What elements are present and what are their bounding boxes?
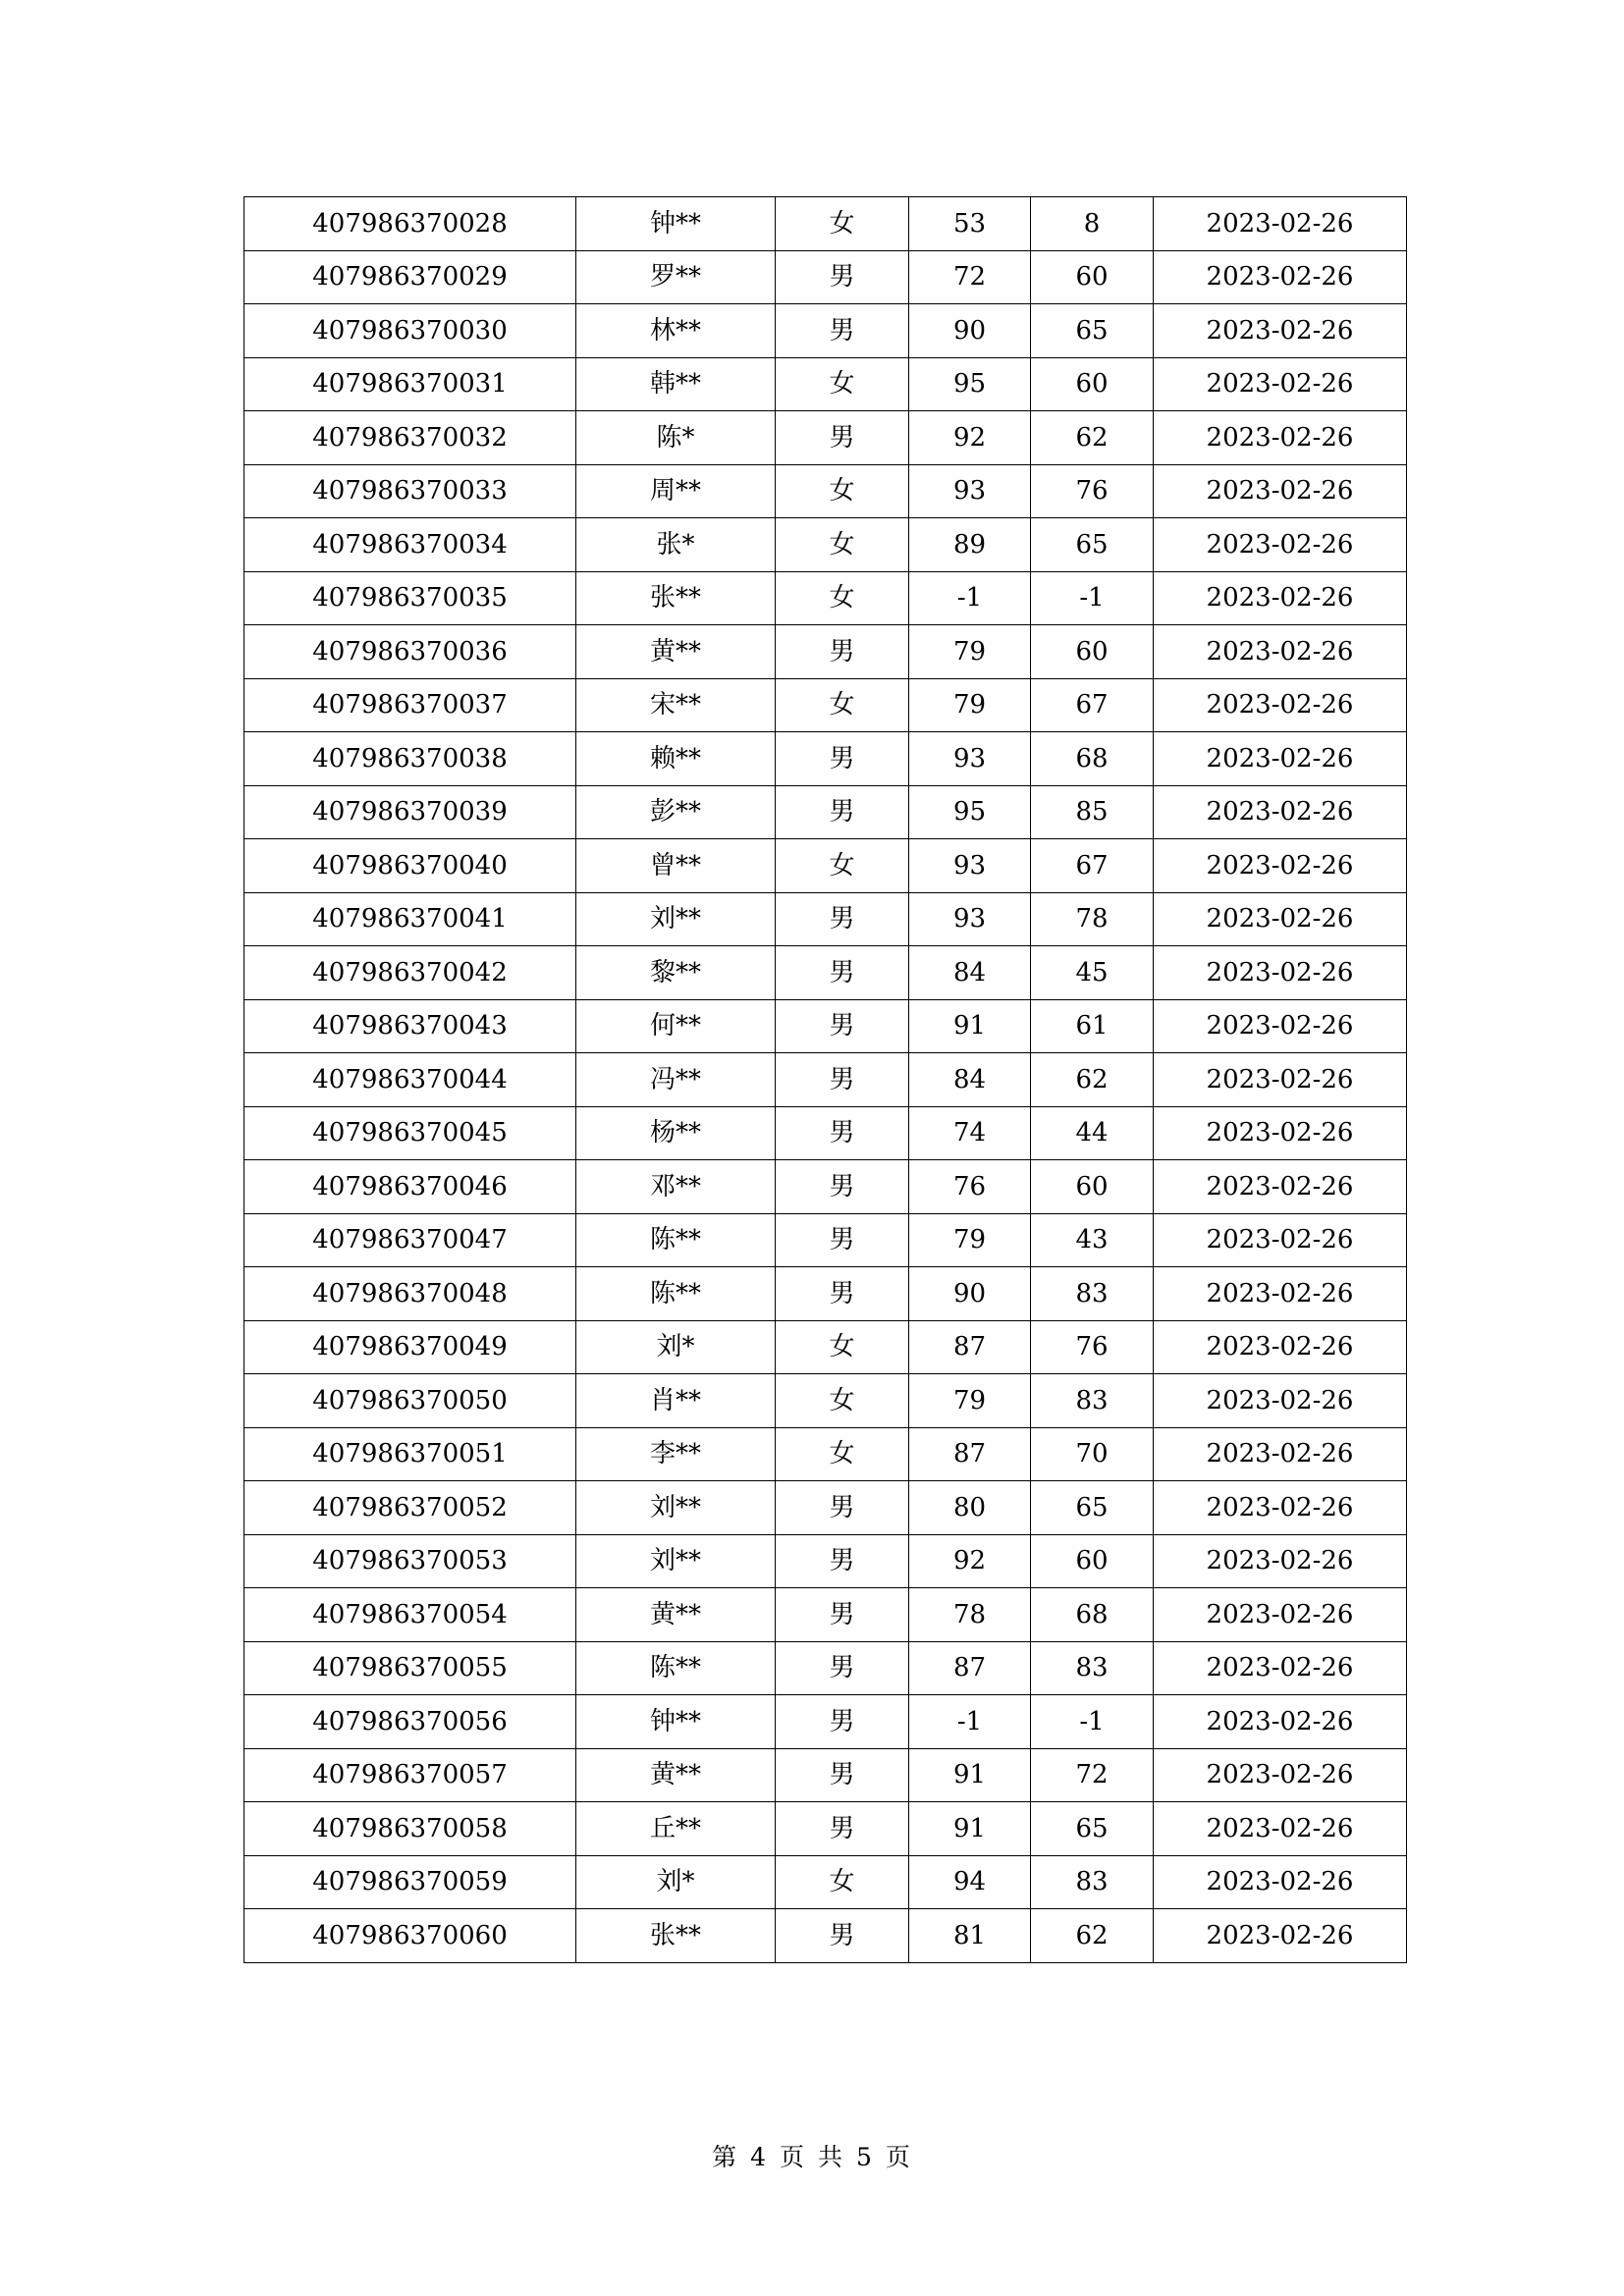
date-cell: 2023-02-26 [1154,571,1407,625]
date-cell: 2023-02-26 [1154,1267,1407,1321]
score-2-cell: 72 [1031,1748,1154,1802]
name-cell: 林** [576,304,776,358]
name-cell: 黄** [576,625,776,679]
score-1-cell: 80 [909,1481,1031,1535]
date-cell: 2023-02-26 [1154,304,1407,358]
exam-id-cell: 407986370032 [244,411,576,465]
table-row [244,625,1407,679]
score-2-cell: 60 [1031,1160,1154,1214]
gender-cell: 男 [776,1106,909,1160]
score-1-cell: 76 [909,1160,1031,1214]
exam-id-cell: 407986370038 [244,732,576,786]
date-cell: 2023-02-26 [1154,1695,1407,1749]
date-cell: 2023-02-26 [1154,1427,1407,1481]
gender-cell: 男 [776,732,909,786]
date-cell: 2023-02-26 [1154,625,1407,679]
score-2-cell: 76 [1031,1320,1154,1374]
name-cell: 刘** [576,1481,776,1535]
table-row [244,411,1407,465]
table-row [244,1374,1407,1428]
table-row [244,197,1407,251]
gender-cell: 男 [776,892,909,946]
table-row [244,999,1407,1053]
date-cell: 2023-02-26 [1154,1855,1407,1909]
name-cell: 冯** [576,1053,776,1107]
date-cell: 2023-02-26 [1154,946,1407,1000]
score-1-cell: 79 [909,1374,1031,1428]
exam-id-cell: 407986370035 [244,571,576,625]
score-2-cell: 65 [1031,304,1154,358]
name-cell: 赖** [576,732,776,786]
name-cell: 李** [576,1427,776,1481]
gender-cell: 男 [776,1588,909,1642]
score-1-cell: 93 [909,839,1031,893]
table-row [244,1320,1407,1374]
score-2-cell: 83 [1031,1374,1154,1428]
name-cell: 钟** [576,1695,776,1749]
gender-cell: 女 [776,1374,909,1428]
gender-cell: 女 [776,1855,909,1909]
name-cell: 刘** [576,1534,776,1588]
score-2-cell: 65 [1031,1802,1154,1856]
score-2-cell: -1 [1031,1695,1154,1749]
table-row [244,1855,1407,1909]
exam-id-cell: 407986370044 [244,1053,576,1107]
gender-cell: 男 [776,1481,909,1535]
gender-cell: 女 [776,197,909,251]
name-cell: 肖** [576,1374,776,1428]
score-1-cell: 90 [909,304,1031,358]
gender-cell: 男 [776,1802,909,1856]
gender-cell: 女 [776,464,909,518]
gender-cell: 男 [776,1909,909,1963]
name-cell: 黄** [576,1588,776,1642]
exam-id-cell: 407986370031 [244,357,576,411]
score-2-cell: 60 [1031,1534,1154,1588]
score-2-cell: 68 [1031,1588,1154,1642]
table-row [244,250,1407,304]
score-2-cell: 83 [1031,1855,1154,1909]
table-row [244,1267,1407,1321]
exam-id-cell: 407986370048 [244,1267,576,1321]
date-cell: 2023-02-26 [1154,1534,1407,1588]
name-cell: 黎** [576,946,776,1000]
score-1-cell: 89 [909,518,1031,572]
exam-id-cell: 407986370039 [244,785,576,839]
date-cell: 2023-02-26 [1154,892,1407,946]
name-cell: 曾** [576,839,776,893]
gender-cell: 女 [776,678,909,732]
table-row [244,1909,1407,1963]
score-2-cell: 62 [1031,1909,1154,1963]
table-row [244,1213,1407,1267]
table-row [244,1588,1407,1642]
table-row [244,1481,1407,1535]
gender-cell: 男 [776,411,909,465]
date-cell: 2023-02-26 [1154,250,1407,304]
exam-id-cell: 407986370059 [244,1855,576,1909]
footer-suffix: 页 [885,2143,912,2171]
score-2-cell: 60 [1031,625,1154,679]
score-1-cell: -1 [909,1695,1031,1749]
score-2-cell: 67 [1031,839,1154,893]
score-1-cell: 92 [909,1534,1031,1588]
score-2-cell: 76 [1031,464,1154,518]
table-row [244,304,1407,358]
exam-id-cell: 407986370034 [244,518,576,572]
name-cell: 罗** [576,250,776,304]
exam-id-cell: 407986370054 [244,1588,576,1642]
table-row [244,839,1407,893]
table-row [244,1641,1407,1695]
date-cell: 2023-02-26 [1154,1588,1407,1642]
table-row [244,946,1407,1000]
footer-page-word: 页 [779,2143,806,2171]
name-cell: 刘* [576,1855,776,1909]
date-cell: 2023-02-26 [1154,1641,1407,1695]
date-cell: 2023-02-26 [1154,1748,1407,1802]
gender-cell: 男 [776,1534,909,1588]
score-1-cell: 74 [909,1106,1031,1160]
page-footer [0,2138,1624,2173]
table-row [244,892,1407,946]
name-cell: 张** [576,1909,776,1963]
date-cell: 2023-02-26 [1154,785,1407,839]
table-row [244,1748,1407,1802]
score-1-cell: 94 [909,1855,1031,1909]
table-row [244,785,1407,839]
score-1-cell: 87 [909,1641,1031,1695]
score-1-cell: 93 [909,892,1031,946]
exam-id-cell: 407986370033 [244,464,576,518]
name-cell: 韩** [576,357,776,411]
gender-cell: 女 [776,839,909,893]
date-cell: 2023-02-26 [1154,464,1407,518]
date-cell: 2023-02-26 [1154,411,1407,465]
score-1-cell: 95 [909,785,1031,839]
exam-id-cell: 407986370047 [244,1213,576,1267]
date-cell: 2023-02-26 [1154,999,1407,1053]
name-cell: 陈** [576,1641,776,1695]
records-table-body [244,197,1407,1963]
date-cell: 2023-02-26 [1154,357,1407,411]
gender-cell: 男 [776,625,909,679]
exam-id-cell: 407986370057 [244,1748,576,1802]
date-cell: 2023-02-26 [1154,1802,1407,1856]
table-row [244,464,1407,518]
exam-id-cell: 407986370053 [244,1534,576,1588]
name-cell: 杨** [576,1106,776,1160]
date-cell: 2023-02-26 [1154,1374,1407,1428]
name-cell: 丘** [576,1802,776,1856]
exam-id-cell: 407986370029 [244,250,576,304]
score-2-cell: 67 [1031,678,1154,732]
score-1-cell: 79 [909,625,1031,679]
gender-cell: 男 [776,1160,909,1214]
gender-cell: 男 [776,1267,909,1321]
score-1-cell: 90 [909,1267,1031,1321]
score-1-cell: 87 [909,1320,1031,1374]
date-cell: 2023-02-26 [1154,1320,1407,1374]
gender-cell: 男 [776,1695,909,1749]
score-2-cell: 62 [1031,411,1154,465]
score-1-cell: 79 [909,678,1031,732]
score-2-cell: 44 [1031,1106,1154,1160]
gender-cell: 男 [776,1053,909,1107]
gender-cell: 男 [776,1641,909,1695]
name-cell: 陈* [576,411,776,465]
score-1-cell: 87 [909,1427,1031,1481]
footer-total-word: 共 [818,2143,845,2171]
gender-cell: 女 [776,1427,909,1481]
name-cell: 彭** [576,785,776,839]
score-2-cell: 45 [1031,946,1154,1000]
date-cell: 2023-02-26 [1154,732,1407,786]
gender-cell: 男 [776,1748,909,1802]
name-cell: 张* [576,518,776,572]
score-2-cell: -1 [1031,571,1154,625]
gender-cell: 男 [776,785,909,839]
exam-id-cell: 407986370036 [244,625,576,679]
score-2-cell: 68 [1031,732,1154,786]
name-cell: 邓** [576,1160,776,1214]
footer-total-pages: 5 [856,2143,874,2171]
date-cell: 2023-02-26 [1154,1106,1407,1160]
exam-id-cell: 407986370030 [244,304,576,358]
score-1-cell: 91 [909,1748,1031,1802]
score-2-cell: 85 [1031,785,1154,839]
gender-cell: 女 [776,518,909,572]
date-cell: 2023-02-26 [1154,1053,1407,1107]
name-cell: 陈** [576,1267,776,1321]
score-1-cell: 84 [909,1053,1031,1107]
score-1-cell: 91 [909,999,1031,1053]
gender-cell: 男 [776,304,909,358]
exam-id-cell: 407986370049 [244,1320,576,1374]
date-cell: 2023-02-26 [1154,518,1407,572]
gender-cell: 女 [776,1320,909,1374]
date-cell: 2023-02-26 [1154,197,1407,251]
table-row [244,571,1407,625]
date-cell: 2023-02-26 [1154,678,1407,732]
table-row [244,1106,1407,1160]
exam-id-cell: 407986370028 [244,197,576,251]
table-row [244,1160,1407,1214]
table-row [244,1053,1407,1107]
score-2-cell: 43 [1031,1213,1154,1267]
exam-id-cell: 407986370052 [244,1481,576,1535]
table-row [244,518,1407,572]
score-1-cell: 53 [909,197,1031,251]
table-row [244,1427,1407,1481]
exam-id-cell: 407986370060 [244,1909,576,1963]
footer-current-page: 4 [750,2143,768,2171]
score-1-cell: -1 [909,571,1031,625]
date-cell: 2023-02-26 [1154,839,1407,893]
exam-id-cell: 407986370051 [244,1427,576,1481]
exam-id-cell: 407986370042 [244,946,576,1000]
table-row [244,1534,1407,1588]
date-cell: 2023-02-26 [1154,1213,1407,1267]
score-1-cell: 72 [909,250,1031,304]
gender-cell: 男 [776,1213,909,1267]
date-cell: 2023-02-26 [1154,1160,1407,1214]
name-cell: 黄** [576,1748,776,1802]
gender-cell: 女 [776,571,909,625]
name-cell: 陈** [576,1213,776,1267]
table-row [244,732,1407,786]
score-2-cell: 8 [1031,197,1154,251]
score-1-cell: 92 [909,411,1031,465]
name-cell: 张** [576,571,776,625]
score-1-cell: 84 [909,946,1031,1000]
gender-cell: 女 [776,357,909,411]
date-cell: 2023-02-26 [1154,1481,1407,1535]
score-2-cell: 78 [1031,892,1154,946]
table-row [244,1802,1407,1856]
score-2-cell: 70 [1031,1427,1154,1481]
score-2-cell: 60 [1031,250,1154,304]
name-cell: 刘** [576,892,776,946]
exam-id-cell: 407986370045 [244,1106,576,1160]
score-1-cell: 93 [909,732,1031,786]
name-cell: 刘* [576,1320,776,1374]
score-2-cell: 83 [1031,1267,1154,1321]
gender-cell: 男 [776,946,909,1000]
score-2-cell: 65 [1031,518,1154,572]
exam-id-cell: 407986370046 [244,1160,576,1214]
table-row [244,357,1407,411]
score-2-cell: 65 [1031,1481,1154,1535]
score-1-cell: 93 [909,464,1031,518]
score-2-cell: 60 [1031,357,1154,411]
exam-id-cell: 407986370058 [244,1802,576,1856]
score-1-cell: 78 [909,1588,1031,1642]
table-row [244,1695,1407,1749]
score-1-cell: 81 [909,1909,1031,1963]
score-1-cell: 91 [909,1802,1031,1856]
exam-id-cell: 407986370041 [244,892,576,946]
exam-id-cell: 407986370056 [244,1695,576,1749]
gender-cell: 男 [776,250,909,304]
name-cell: 宋** [576,678,776,732]
exam-id-cell: 407986370050 [244,1374,576,1428]
name-cell: 钟** [576,197,776,251]
score-2-cell: 62 [1031,1053,1154,1107]
score-2-cell: 61 [1031,999,1154,1053]
exam-id-cell: 407986370055 [244,1641,576,1695]
date-cell: 2023-02-26 [1154,1909,1407,1963]
exam-id-cell: 407986370040 [244,839,576,893]
score-2-cell: 83 [1031,1641,1154,1695]
table-row [244,678,1407,732]
exam-id-cell: 407986370037 [244,678,576,732]
gender-cell: 男 [776,999,909,1053]
score-1-cell: 79 [909,1213,1031,1267]
records-table [244,196,1407,1963]
name-cell: 何** [576,999,776,1053]
name-cell: 周** [576,464,776,518]
footer-prefix: 第 [712,2143,739,2171]
score-1-cell: 95 [909,357,1031,411]
exam-id-cell: 407986370043 [244,999,576,1053]
